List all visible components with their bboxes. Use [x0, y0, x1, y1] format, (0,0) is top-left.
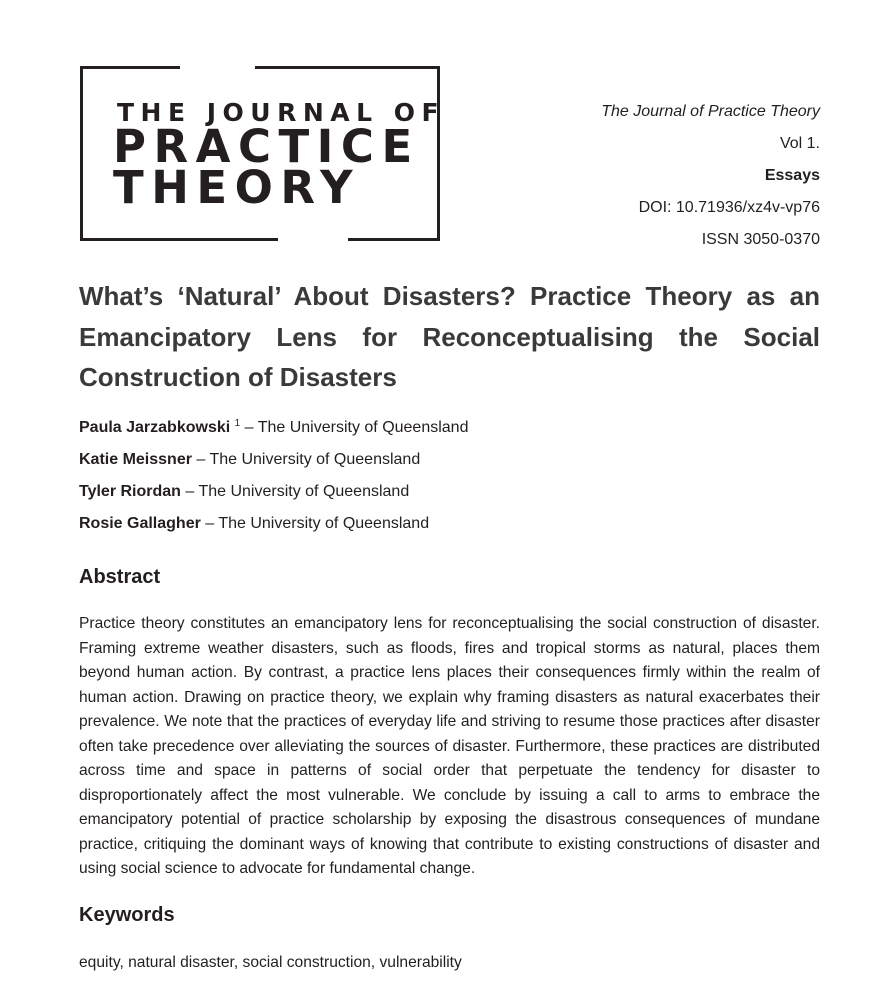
- author-item: [79, 508, 468, 540]
- author-list: [79, 412, 468, 540]
- author-name: Tyler Riordan: [79, 483, 181, 500]
- keywords-text: equity, natural disaster, social construction, vulnerability: [79, 954, 462, 971]
- keywords-heading: Keywords: [79, 904, 175, 926]
- journal-doi: DOI: 10.71936/xz4v-vp76: [638, 199, 820, 216]
- logo-line-the-journal-of: THE JOURNAL OF: [117, 98, 446, 127]
- author-item: [79, 444, 468, 476]
- journal-logo: [80, 66, 446, 241]
- abstract-text: Practice theory constitutes an emancipatory lens for reconceptualising the social construction of disaster. Framing extreme weather disasters, such as floods, fires and tropical storms as natural, places them beyond human action. By contrast, a practice lens places their consequences firmly within the realm of human action. Drawing on practice theory, we explain why framing disasters as natural exacerbates their prevalence. We note that the practices of everyday life and striving to resume those practices after disaster often take precedence over alleviating the sources of disaster. Furthermore, these practices are distributed across time and space in patterns of social order that perpetuate the tendency for disaster to disproportionately affect the most vulnerable. We conclude by issuing a call to arms to embrace the emancipatory potential of practice scholarship by exposing the disastrous consequences of mundane practice, critiquing the dominant ways of knowing that contribute to existing constructions of disaster and using social science to advocate for fundamental change.: [79, 615, 820, 877]
- journal-info: [601, 96, 820, 256]
- journal-issn: ISSN 3050-0370: [701, 231, 820, 248]
- author-item: [79, 412, 468, 444]
- author-affiliation: – The University of Queensland: [240, 419, 469, 436]
- paper-title: What’s ‘Natural’ About Disasters? Practice Theory as an Emancipatory Lens for Reconceptualising the Social Construction of Disasters: [79, 281, 820, 392]
- logo-line-theory: THEORY: [113, 161, 361, 214]
- author-item: [79, 476, 468, 508]
- author-name: Katie Meissner: [79, 451, 192, 468]
- logo-line-practice: PRACTICE: [113, 120, 420, 173]
- journal-name: The Journal of Practice Theory: [601, 103, 820, 120]
- abstract-heading: Abstract: [79, 566, 161, 588]
- journal-section: Essays: [764, 167, 820, 184]
- author-affiliation: – The University of Queensland: [191, 451, 421, 468]
- author-name: Rosie Gallagher: [79, 515, 201, 532]
- journal-volume: Vol 1.: [779, 135, 820, 152]
- author-affiliation: – The University of Queensland: [180, 483, 410, 500]
- author-name: Paula Jarzabkowski: [79, 419, 231, 436]
- author-footnote-marker[interactable]: 1: [234, 418, 241, 429]
- author-affiliation: – The University of Queensland: [200, 515, 430, 532]
